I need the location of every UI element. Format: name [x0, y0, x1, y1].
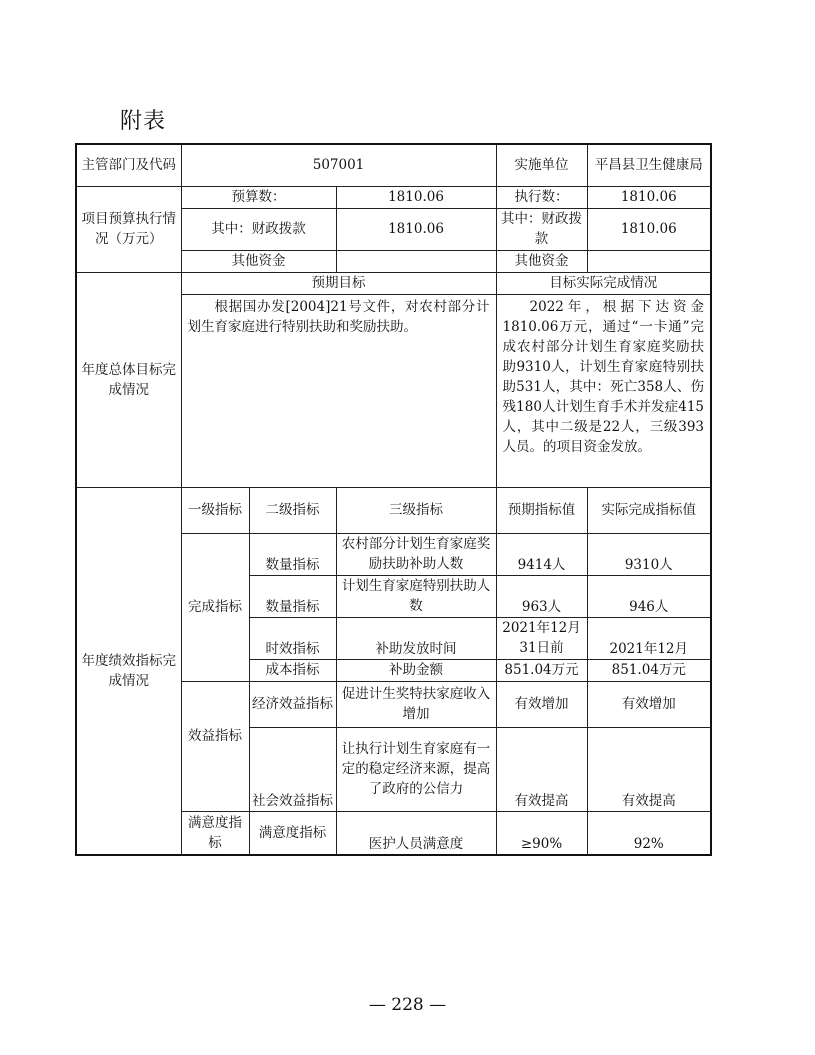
header-row [76, 144, 711, 186]
goals-section-label: 年度总体目标完成情况 [76, 272, 181, 487]
other-value-right [587, 250, 711, 272]
expected-cell: 2021年12月31日前 [496, 617, 587, 659]
level2-cell: 数量指标 [249, 575, 336, 617]
actual-goal-header: 目标实际完成情况 [496, 272, 711, 294]
level3-cell: 促进计生奖特扶家庭收入增加 [336, 681, 496, 727]
exec-label: 执行数： [496, 186, 587, 208]
level2-cell: 经济效益指标 [249, 681, 336, 727]
level1-completion: 完成指标 [181, 533, 249, 681]
expected-cell: ≥90% [496, 811, 587, 855]
fiscal-value-left: 1810.06 [336, 208, 496, 250]
actual-cell: 851.04万元 [587, 659, 711, 681]
impl-label: 实施单位 [496, 144, 587, 186]
perf-section-label: 年度绩效指标完成情况 [76, 487, 181, 855]
level2-cell: 满意度指标 [249, 811, 336, 855]
level3-cell: 医护人员满意度 [336, 811, 496, 855]
expected-cell: 有效增加 [496, 681, 587, 727]
goals-header-row [76, 272, 711, 294]
level3-cell: 计划生育家庭特别扶助人数 [336, 575, 496, 617]
fiscal-label-right: 其中：财政拨款 [496, 208, 587, 250]
expected-goal-text: 根据国办发[2004]21号文件，对农村部分计划生育家庭进行特别扶助和奖励扶助。 [181, 294, 496, 487]
actual-cell: 92% [587, 811, 711, 855]
perf-header-level3: 三级指标 [336, 487, 496, 533]
actual-cell: 946人 [587, 575, 711, 617]
dept-code: 507001 [181, 144, 496, 186]
actual-cell: 9310人 [587, 533, 711, 575]
budget-value: 1810.06 [336, 186, 496, 208]
exec-value: 1810.06 [587, 186, 711, 208]
level2-cell: 社会效益指标 [249, 727, 336, 811]
impl-value: 平昌县卫生健康局 [587, 144, 711, 186]
actual-cell: 有效提高 [587, 727, 711, 811]
fiscal-label-left: 其中：财政拨款 [181, 208, 336, 250]
budget-row [76, 186, 711, 208]
other-label-right: 其他资金 [496, 250, 587, 272]
other-label-left: 其他资金 [181, 250, 336, 272]
expected-cell: 9414人 [496, 533, 587, 575]
level3-cell: 补助金额 [336, 659, 496, 681]
budget-section-label: 项目预算执行情况（万元） [76, 186, 181, 272]
expected-cell: 963人 [496, 575, 587, 617]
perf-header-actual: 实际完成指标值 [587, 487, 711, 533]
expected-cell: 851.04万元 [496, 659, 587, 681]
perf-header-level1: 一级指标 [181, 487, 249, 533]
level2-cell: 时效指标 [249, 617, 336, 659]
expected-cell: 有效提高 [496, 727, 587, 811]
actual-goal-text: 2022年，根据下达资金1810.06万元，通过“一卡通”完成农村部分计划生育家庭奖励扶助9310人，计划生育家庭特别扶助531人，其中：死亡358人、伤残180人计划生育手术并发症415人，其中二级是22人，三级393人员。的项目资金发放。 [496, 294, 711, 487]
budget-label: 预算数： [181, 186, 336, 208]
appendix-title: 附表 [120, 109, 167, 134]
page-number: — 228 — [368, 995, 447, 1015]
perf-header-row [76, 487, 711, 533]
level1-satisfaction: 满意度指标 [181, 811, 249, 855]
perf-header-expected: 预期指标值 [496, 487, 587, 533]
fiscal-value-right: 1810.06 [587, 208, 711, 250]
level3-cell: 农村部分计划生育家庭奖励扶助补助人数 [336, 533, 496, 575]
performance-table [75, 143, 712, 856]
level3-cell: 补助发放时间 [336, 617, 496, 659]
perf-header-level2: 二级指标 [249, 487, 336, 533]
expected-goal-header: 预期目标 [181, 272, 496, 294]
level2-cell: 数量指标 [249, 533, 336, 575]
level3-cell: 让执行计划生育家庭有一定的稳定经济来源，提高了政府的公信力 [336, 727, 496, 811]
other-value-left [336, 250, 496, 272]
level1-benefit: 效益指标 [181, 681, 249, 811]
dept-label: 主管部门及代码 [76, 144, 181, 186]
actual-cell: 有效增加 [587, 681, 711, 727]
actual-cell: 2021年12月 [587, 617, 711, 659]
level2-cell: 成本指标 [249, 659, 336, 681]
